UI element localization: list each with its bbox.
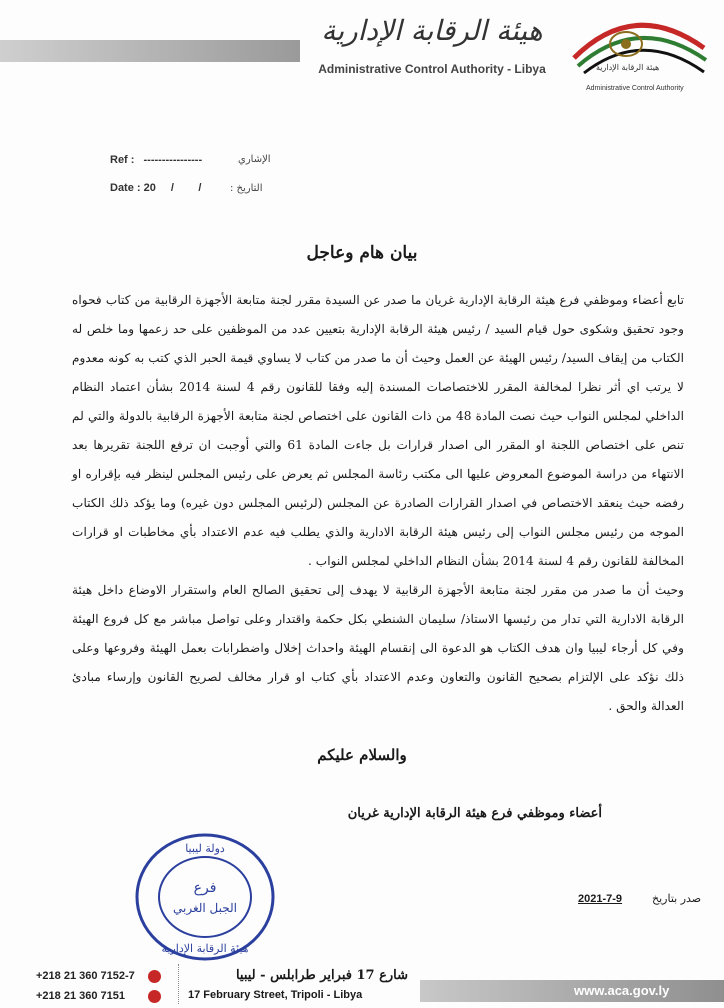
address-arabic: شارع 17 فبراير طرابلس - ليبيا	[235, 968, 408, 983]
footer-divider	[178, 964, 179, 1004]
date-label: Date : 20	[110, 182, 156, 194]
ref-label: Ref :	[110, 154, 135, 166]
issued-date: 2021-7-9	[578, 893, 623, 905]
phone-1: +218 21 360 7152-7	[36, 970, 135, 982]
paragraph-1: تابع أعضاء وموظفي فرع هيئة الرقابة الإدارية غريان ما صدر عن السيدة مقرر لجنة متابعة الأجهزة الرقابية من كتاب فحواه وجود تحقيق وشكوى حول قيام السيد / رئيس هيئة الرقابة الإدارية بتعيين عدد من الموظفين على حد زعمها وما خلص له الكتاب من إيقاف السيد/ رئيس الهيئة عن العمل وحيث أن ما صدر من كتاب لا يساوي قيمة الحبر الذي كتب به كونه معدوم لا يرتب اي أثر نظرا لمخالفة المقرر للاختصاصات المسندة إليه وفقا للقانون رقم 4 لسنة 2014 بشأن اعتماد النظام الداخلي لمجلس النواب حيث نصت المادة 48 من ذات القانون على اختصاص لجنة متابعة الأجهزة الرقابية بالدولة والتي لم تنص على اختصاص اللجنة او المقرر الى اصدار قرارات بل جاءت المادة 61 والتي أوجبت ان ترفع اللجنة تقريرها بعد الانتهاء من دراسة الموضوع المعروض عليها الى مكتب رئاسة المجلس ثم يعرض على رئيس المجلس لينظر فيه بإقراره او رفضه حيث ينعقد الاختصاص في اصدار القرارات الصادرة عن المجلس (لرئيس المجلس دون غيره) وما يؤكد ذلك الكتاب الموجه من رئيس مجلس النواب إلى رئيس هيئة الرقابة الادارية والذي يطلب فيه عدم الاعتداد بأي مخاطبات او قرارات المخالفة للقانون رقم 4 لسنة 2014 بشأن النظام الداخلي لمجلس النواب .	[72, 293, 685, 568]
statement-heading: بيان هام وعاجل	[306, 243, 418, 263]
issued-label: صدر بتاريخ	[652, 892, 702, 905]
ref-value: ----------------	[143, 154, 203, 166]
official-stamp	[132, 830, 278, 964]
website-link[interactable]: www.aca.gov.ly	[574, 983, 670, 998]
org-name-arabic: هيئة الرقابة الإدارية	[321, 14, 543, 47]
ref-label-ar: الإشاري	[238, 154, 271, 165]
date-separators: / /	[170, 182, 202, 194]
phone-icon	[148, 970, 161, 983]
header-gray-bar	[0, 40, 300, 62]
emblem-text-ar: هيئة الرقابة الإدارية	[596, 63, 660, 72]
fax-icon	[148, 990, 161, 1003]
date-row	[110, 182, 201, 194]
paragraph-2: وحيث أن ما صدر من مقرر لجنة متابعة الأجهزة الرقابية لا يهدف إلى تحقيق الصالح العام واستقرار الاوضاع داخل هيئة الرقابة الادارية التي تدار من رئيسها الاستاذ/ سليمان الشنطي بكل حكمة واقتدار وعلى تواصل مباشر مع كل فروع الهيئة وفي كل أرجاء ليبيا وان هدف الكتاب هو الدعوة الى إنقسام الهيئة واحداث إخلال واضطرابات بعمل الهيئة وفروعها وعلى ذلك نؤكد على الإلتزام بصحيح القانون والتعاون وعدم الاعتداد بأي كتاب او قرار مخالف لصريح القانون وإرساء مبادئ العدالة والحق .	[72, 583, 684, 713]
ref-row	[110, 154, 202, 166]
eye-pupil-icon	[621, 39, 631, 49]
statement-body	[72, 286, 684, 721]
date-label-ar: التاريخ :	[230, 183, 263, 194]
emblem-text-en: Administrative Control Authority	[586, 85, 684, 92]
footer-gray-bar	[420, 980, 724, 1002]
address-english: 17 February Street, Tripoli - Libya	[188, 989, 363, 1001]
stamp-mid-text-1: فرع	[193, 880, 217, 896]
stamp-bottom-text: هيئة الرقابة الإدارية	[161, 942, 249, 955]
stamp-inner-ring	[159, 857, 251, 937]
stamp-mid-text-2: الجبل الغربي	[172, 901, 238, 915]
signatory: أعضاء وموظفي فرع هيئة الرقابة الإدارية غريان	[347, 806, 602, 821]
phone-2: +218 21 360 7151	[36, 990, 126, 1002]
org-name-english: Administrative Control Authority - Libya	[318, 62, 546, 76]
authority-emblem	[564, 8, 714, 96]
closing-greeting: والسلام عليكم	[317, 746, 407, 764]
stamp-top-text: دولة ليبيا	[185, 842, 225, 855]
